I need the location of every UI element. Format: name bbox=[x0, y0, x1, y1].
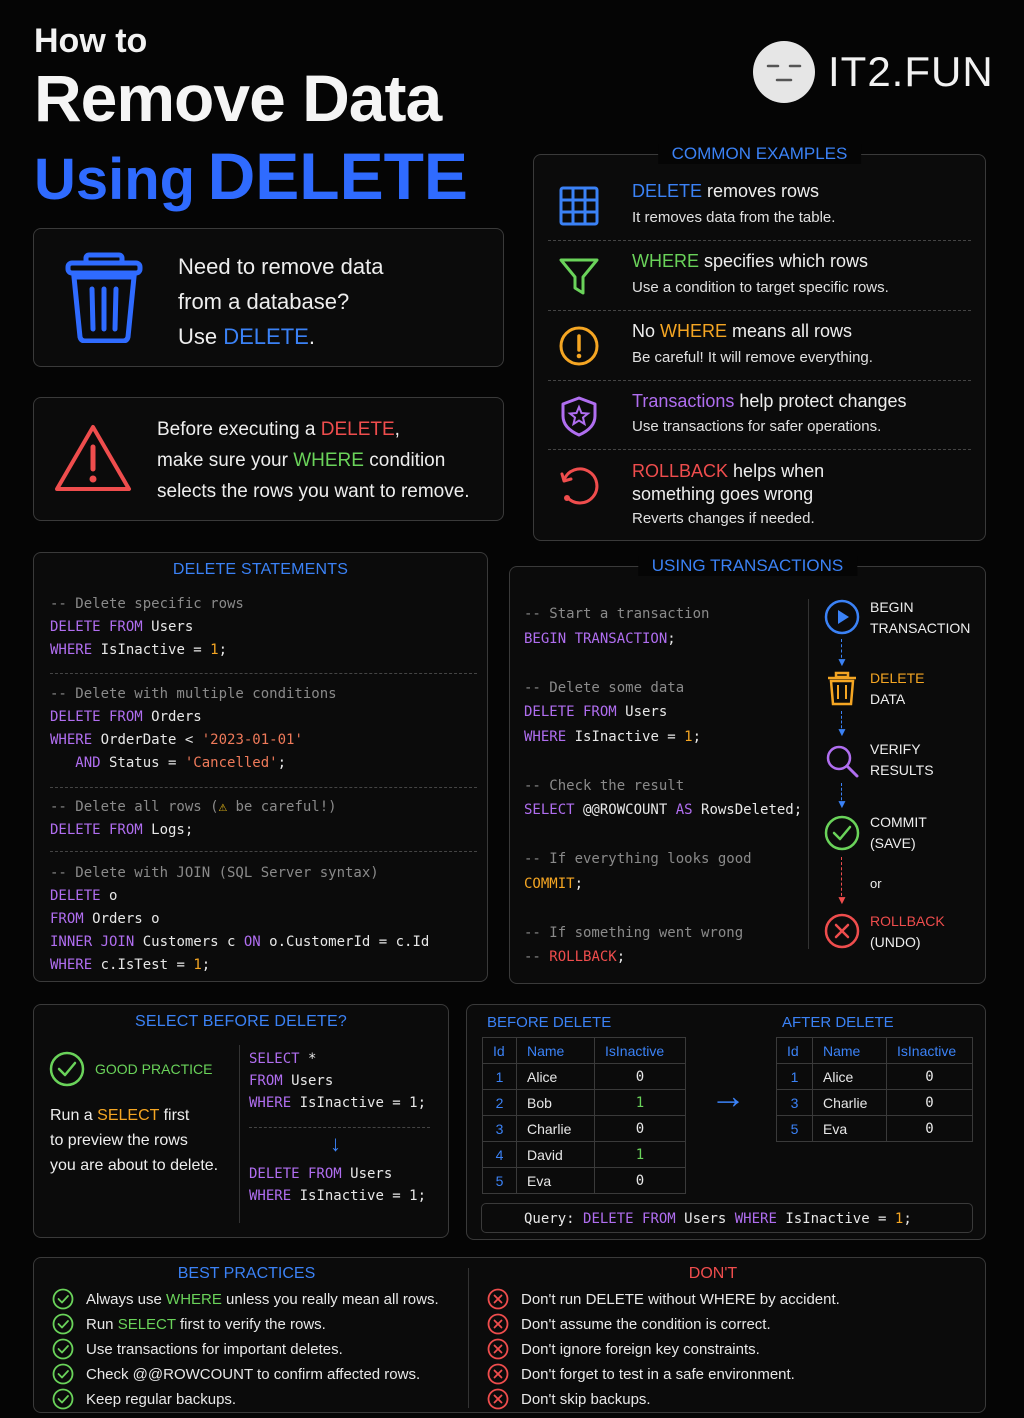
intro-text bbox=[178, 249, 383, 354]
t: DELETE FROM bbox=[583, 1211, 676, 1227]
brand bbox=[752, 38, 992, 104]
example-rollback bbox=[548, 451, 971, 533]
comment: -- bbox=[524, 949, 550, 965]
warning-text bbox=[157, 414, 470, 507]
query-text bbox=[524, 1208, 912, 1231]
kw: WHERE bbox=[660, 321, 728, 341]
cell-name: Charlie bbox=[813, 1090, 887, 1116]
rest: helps when bbox=[728, 461, 825, 481]
arrow-down-icon: ▼ bbox=[836, 893, 848, 907]
code-block-3 bbox=[50, 796, 337, 842]
txt: Users bbox=[142, 619, 194, 635]
kw: WHERE bbox=[249, 1188, 292, 1204]
table-row bbox=[777, 1064, 973, 1090]
t3: you are about to delete. bbox=[50, 1157, 219, 1174]
num: 1 bbox=[684, 728, 693, 745]
grid-icon bbox=[558, 185, 600, 227]
t: IsInactive = bbox=[776, 1211, 895, 1227]
trash-icon bbox=[825, 671, 859, 707]
flow-verify bbox=[870, 739, 934, 781]
flow-or: or bbox=[870, 876, 882, 891]
arrow-right-icon: → bbox=[710, 1075, 746, 1116]
table-row bbox=[483, 1168, 686, 1194]
best-practice-item bbox=[52, 1363, 420, 1385]
kw: Transactions bbox=[632, 391, 735, 411]
cell-name: Bob bbox=[517, 1090, 595, 1116]
example-rollback-title bbox=[632, 461, 824, 482]
example-delete bbox=[548, 171, 971, 239]
comment: be careful!) bbox=[227, 799, 337, 815]
table-row bbox=[483, 1142, 686, 1168]
warning-triangle-icon bbox=[54, 423, 132, 493]
arrow-down-icon: ▼ bbox=[836, 797, 848, 811]
l: (SAVE) bbox=[870, 835, 916, 851]
str: '2023-01-01' bbox=[201, 732, 303, 748]
check-circle-icon bbox=[49, 1051, 85, 1087]
col-id: Id bbox=[483, 1038, 517, 1064]
best-practice-text: Use transactions for important deletes. bbox=[86, 1340, 343, 1358]
rest: specifies which rows bbox=[699, 251, 869, 271]
cell-isinactive: 0 bbox=[595, 1064, 686, 1090]
divider bbox=[249, 1127, 430, 1128]
example-transactions-title bbox=[632, 391, 907, 412]
dont-item bbox=[487, 1288, 840, 1310]
comment: -- Delete all rows ( bbox=[50, 799, 219, 815]
x-circle-icon bbox=[487, 1363, 509, 1385]
x-circle-icon bbox=[487, 1338, 509, 1360]
comment: -- Check the result bbox=[524, 777, 685, 794]
intro-card bbox=[33, 228, 504, 367]
select-first-text bbox=[50, 1103, 218, 1178]
best-practice-item bbox=[52, 1288, 439, 1310]
t2: to preview the rows bbox=[50, 1132, 188, 1149]
l: TRANSACTION bbox=[870, 620, 971, 636]
arrow-down-icon: ▼ bbox=[836, 725, 848, 739]
table-row bbox=[483, 1064, 686, 1090]
play-circle-icon bbox=[824, 599, 860, 635]
cell-id: 1 bbox=[483, 1064, 517, 1090]
txt: c.IsTest = bbox=[92, 957, 194, 973]
comment: -- Delete with JOIN (SQL Server syntax) bbox=[50, 865, 379, 881]
kw: DELETE bbox=[50, 888, 101, 904]
select-before-delete-title: SELECT BEFORE DELETE? bbox=[135, 1013, 347, 1030]
cell-name: David bbox=[517, 1142, 595, 1168]
w2a: make sure your bbox=[157, 450, 288, 471]
txt: Orders bbox=[142, 709, 202, 725]
cell-isinactive: 0 bbox=[595, 1168, 686, 1194]
l: COMMIT bbox=[870, 814, 927, 830]
intro-period: . bbox=[308, 324, 315, 349]
after-delete-title: AFTER DELETE bbox=[782, 1014, 894, 1031]
check-circle-icon bbox=[52, 1388, 74, 1410]
txt: IsInactive = 1; bbox=[291, 1095, 427, 1111]
dont-text: Don't assume the condition is correct. bbox=[521, 1315, 771, 1333]
code-block-2 bbox=[50, 683, 337, 775]
before-table bbox=[482, 1037, 686, 1194]
best-practice-item bbox=[52, 1313, 326, 1335]
common-examples-title: COMMON EXAMPLES bbox=[658, 144, 862, 164]
txt: o.CustomerId = c.Id bbox=[260, 934, 430, 950]
col-name: Name bbox=[517, 1038, 595, 1064]
cell-name: Alice bbox=[517, 1064, 595, 1090]
comment: -- Delete with multiple conditions bbox=[50, 686, 337, 702]
table-row bbox=[777, 1116, 973, 1142]
example-no-where bbox=[548, 311, 971, 379]
delete-statements-title: DELETE STATEMENTS bbox=[172, 561, 349, 578]
txt: @@ROWCOUNT bbox=[574, 802, 676, 818]
col-isinactive: IsInactive bbox=[887, 1038, 973, 1064]
pre: No bbox=[632, 321, 661, 341]
kw: ROLLBACK bbox=[549, 949, 617, 965]
rest: help protect changes bbox=[734, 391, 907, 411]
table-row bbox=[483, 1116, 686, 1142]
dont-text: Don't forget to test in a safe environment. bbox=[521, 1365, 795, 1383]
cell-id: 3 bbox=[777, 1090, 813, 1116]
kw: DELETE FROM bbox=[50, 822, 143, 838]
comment: -- If something went wrong bbox=[524, 924, 744, 941]
l: DELETE bbox=[870, 670, 925, 686]
s: first bbox=[163, 1107, 190, 1124]
txt: ; bbox=[218, 642, 228, 658]
best-practice-text: Run SELECT first to verify the rows. bbox=[86, 1315, 326, 1333]
txt: IsInactive = 1; bbox=[291, 1188, 427, 1204]
txt: ; bbox=[201, 957, 211, 973]
cell-id: 5 bbox=[777, 1116, 813, 1142]
kw: INNER JOIN bbox=[50, 934, 135, 950]
best-practice-text: Check @@ROWCOUNT to confirm affected rows. bbox=[86, 1365, 421, 1383]
t: 1 bbox=[894, 1211, 904, 1227]
kw: AND bbox=[50, 755, 101, 771]
kw: ON bbox=[243, 934, 261, 950]
comment: -- Delete specific rows bbox=[50, 596, 244, 612]
arrow-down-icon: ↓ bbox=[330, 1131, 341, 1156]
txt: ; bbox=[277, 755, 287, 771]
flow-commit bbox=[870, 812, 927, 854]
warning-line3: selects the rows you want to remove. bbox=[157, 481, 470, 502]
l: BEGIN bbox=[870, 599, 914, 615]
check-circle-icon bbox=[52, 1363, 74, 1385]
example-no-where-desc: Be careful! It will remove everything. bbox=[632, 349, 873, 366]
delete-statements-card bbox=[33, 552, 488, 982]
example-delete-desc: It removes data from the table. bbox=[632, 209, 836, 226]
rollback-icon bbox=[558, 465, 600, 507]
kw: WHERE bbox=[50, 642, 93, 658]
txt: OrderDate < bbox=[92, 732, 202, 748]
x-circle-icon bbox=[487, 1288, 509, 1310]
txt: Logs; bbox=[142, 822, 194, 838]
table-header-row bbox=[777, 1038, 973, 1064]
code-block-1 bbox=[50, 593, 244, 662]
warning-card bbox=[33, 397, 504, 521]
s: Run a bbox=[50, 1107, 93, 1124]
example-where-desc: Use a condition to target specific rows. bbox=[632, 279, 889, 296]
good-practice-badge: GOOD PRACTICE bbox=[95, 1061, 213, 1077]
intro-line1: Need to remove data bbox=[178, 254, 384, 279]
dont-item bbox=[487, 1313, 771, 1335]
divider bbox=[50, 851, 477, 852]
txt: ; bbox=[692, 728, 702, 745]
divider bbox=[50, 787, 477, 788]
transactions-code bbox=[524, 602, 802, 970]
l: RESULTS bbox=[870, 762, 934, 778]
w1a: Before executing a bbox=[157, 419, 316, 440]
shield-star-icon bbox=[558, 395, 600, 437]
rest: removes rows bbox=[702, 181, 820, 201]
intro-delete-kw: DELETE bbox=[223, 324, 309, 349]
title-using: Using bbox=[34, 147, 196, 212]
divider bbox=[548, 449, 971, 450]
rest: means all rows bbox=[727, 321, 853, 341]
comment: -- If everything looks good bbox=[524, 851, 752, 867]
dont-text: Don't ignore foreign key constraints. bbox=[521, 1340, 760, 1358]
kw: DELETE FROM bbox=[249, 1166, 342, 1182]
example-where-title bbox=[632, 251, 868, 272]
cell-isinactive: 0 bbox=[887, 1116, 973, 1142]
title-line1: How to bbox=[34, 22, 148, 60]
kw: WHERE bbox=[50, 732, 93, 748]
select-before-delete-card bbox=[33, 1004, 449, 1238]
cell-id: 5 bbox=[483, 1168, 517, 1194]
filter-icon bbox=[558, 255, 600, 297]
warning-line2 bbox=[157, 445, 470, 476]
table-row bbox=[777, 1090, 973, 1116]
divider bbox=[468, 1268, 469, 1408]
txt: Status = bbox=[100, 755, 185, 771]
check-circle-icon bbox=[824, 815, 860, 851]
table-header-row bbox=[483, 1038, 686, 1064]
txt: Customers c bbox=[134, 934, 244, 950]
kw: DELETE FROM bbox=[524, 704, 617, 720]
l: VERIFY bbox=[870, 741, 921, 757]
kw: SELECT bbox=[249, 1051, 300, 1067]
best-practice-text: Keep regular backups. bbox=[86, 1390, 237, 1408]
divider bbox=[239, 1045, 240, 1223]
x-circle-icon bbox=[824, 913, 860, 949]
w2c: condition bbox=[369, 450, 446, 471]
cell-isinactive: 1 bbox=[595, 1090, 686, 1116]
cell-id: 4 bbox=[483, 1142, 517, 1168]
txt: IsInactive = bbox=[92, 642, 211, 658]
flow-divider bbox=[808, 599, 809, 949]
dont-text: Don't skip backups. bbox=[521, 1390, 651, 1408]
best-practice-text: Always use WHERE unless you really mean all rows. bbox=[86, 1290, 439, 1308]
transactions-title: USING TRANSACTIONS bbox=[638, 556, 857, 576]
example-where bbox=[548, 241, 971, 309]
dont-title: DON'T bbox=[688, 1265, 738, 1282]
dont-text: Don't run DELETE without WHERE by accident. bbox=[521, 1290, 840, 1308]
example-rollback-desc: Reverts changes if needed. bbox=[632, 510, 815, 527]
transactions-card bbox=[509, 556, 986, 984]
t: ; bbox=[903, 1211, 912, 1227]
w2b: WHERE bbox=[293, 450, 364, 471]
col-name: Name bbox=[813, 1038, 887, 1064]
txt: Users bbox=[341, 1166, 393, 1182]
divider bbox=[50, 673, 477, 674]
kw: WHERE bbox=[632, 251, 699, 271]
example-transactions bbox=[548, 381, 971, 449]
intro-line2: from a database? bbox=[178, 289, 350, 314]
example-transactions-desc: Use transactions for safer operations. bbox=[632, 418, 882, 435]
check-circle-icon bbox=[52, 1288, 74, 1310]
kw: DELETE FROM bbox=[50, 709, 143, 725]
warning-emoji-icon: ⚠ bbox=[218, 799, 228, 815]
brand-name: IT2.FUN bbox=[828, 48, 994, 95]
example-rollback-title2: something goes wrong bbox=[632, 484, 814, 504]
table-row bbox=[483, 1090, 686, 1116]
best-practice-item bbox=[52, 1388, 236, 1410]
cell-id: 2 bbox=[483, 1090, 517, 1116]
flow-delete bbox=[870, 668, 924, 710]
kw: WHERE bbox=[249, 1095, 292, 1111]
kw: COMMIT bbox=[524, 875, 575, 892]
s: SELECT bbox=[97, 1107, 160, 1124]
txt: IsInactive = bbox=[566, 728, 685, 745]
txt: ; bbox=[574, 875, 584, 892]
kw: WHERE bbox=[524, 728, 567, 745]
num: 1 bbox=[210, 642, 219, 658]
title-line3 bbox=[34, 138, 468, 214]
kw: ROLLBACK bbox=[632, 461, 729, 481]
trash-can-icon bbox=[64, 251, 144, 343]
w1c: , bbox=[394, 419, 400, 440]
exclamation-circle-icon bbox=[558, 325, 600, 367]
x-circle-icon bbox=[487, 1388, 509, 1410]
arrow-down-icon: ▼ bbox=[836, 655, 848, 669]
txt: o bbox=[100, 888, 118, 904]
cell-name: Alice bbox=[813, 1064, 887, 1090]
intro-line3 bbox=[178, 319, 383, 354]
dont-item bbox=[487, 1363, 795, 1385]
before-after-card bbox=[466, 1004, 986, 1240]
kw: DELETE FROM bbox=[50, 619, 143, 635]
check-circle-icon bbox=[52, 1338, 74, 1360]
title-delete: DELETE bbox=[207, 139, 468, 213]
w1b: DELETE bbox=[320, 419, 395, 440]
code-block-4 bbox=[50, 862, 429, 977]
cell-id: 3 bbox=[483, 1116, 517, 1142]
kw: WHERE bbox=[50, 957, 93, 973]
col-id: Id bbox=[777, 1038, 813, 1064]
best-practices-title: BEST PRACTICES bbox=[177, 1265, 316, 1282]
select-code bbox=[249, 1048, 426, 1114]
dont-item bbox=[487, 1338, 760, 1360]
l: (UNDO) bbox=[870, 934, 921, 950]
t: WHERE bbox=[734, 1211, 777, 1227]
common-examples-card bbox=[533, 144, 986, 541]
t1 bbox=[50, 1103, 218, 1128]
cell-name: Eva bbox=[813, 1116, 887, 1142]
t: Query: bbox=[524, 1211, 584, 1227]
after-table bbox=[776, 1037, 973, 1142]
l: ROLLBACK bbox=[870, 913, 945, 929]
cell-id: 1 bbox=[777, 1064, 813, 1090]
kw: DELETE bbox=[632, 181, 703, 201]
comment: -- Delete some data bbox=[524, 679, 685, 696]
example-no-where-title bbox=[632, 321, 852, 342]
cell-isinactive: 1 bbox=[595, 1142, 686, 1168]
txt: Orders o bbox=[83, 911, 160, 927]
cell-name: Charlie bbox=[517, 1116, 595, 1142]
magnifier-icon bbox=[824, 743, 860, 779]
delete-code bbox=[249, 1163, 426, 1207]
num: 1 bbox=[193, 957, 202, 973]
col-isinactive: IsInactive bbox=[595, 1038, 686, 1064]
comment: -- Start a transaction bbox=[524, 606, 710, 622]
t: Users bbox=[675, 1211, 735, 1227]
kw: FROM bbox=[50, 911, 84, 927]
best-practices-card bbox=[33, 1257, 986, 1413]
l: DATA bbox=[870, 691, 906, 707]
cell-isinactive: 0 bbox=[595, 1116, 686, 1142]
kw: BEGIN TRANSACTION bbox=[524, 630, 668, 647]
txt: ; bbox=[616, 949, 626, 965]
check-circle-icon bbox=[52, 1313, 74, 1335]
query-bar bbox=[481, 1203, 973, 1233]
cell-isinactive: 0 bbox=[887, 1090, 973, 1116]
dont-item bbox=[487, 1388, 651, 1410]
txt: ; bbox=[667, 630, 676, 647]
intro-use: Use bbox=[178, 324, 218, 349]
flow-begin bbox=[870, 597, 970, 639]
txt: Users bbox=[282, 1073, 334, 1089]
flow-rollback bbox=[870, 911, 945, 953]
brand-face-icon bbox=[752, 40, 816, 104]
str: 'Cancelled' bbox=[184, 755, 278, 771]
cell-isinactive: 0 bbox=[887, 1064, 973, 1090]
best-practice-item bbox=[52, 1338, 343, 1360]
kw: AS bbox=[675, 802, 693, 818]
header bbox=[34, 20, 514, 213]
txt: * bbox=[299, 1051, 317, 1067]
kw: SELECT bbox=[524, 802, 575, 818]
kw: FROM bbox=[249, 1073, 283, 1089]
txt: RowsDeleted; bbox=[692, 802, 803, 818]
warning-line1 bbox=[157, 414, 470, 445]
title-line2: Remove Data bbox=[34, 61, 442, 135]
before-delete-title: BEFORE DELETE bbox=[487, 1014, 612, 1031]
txt: Users bbox=[616, 704, 668, 720]
x-circle-icon bbox=[487, 1313, 509, 1335]
example-delete-title bbox=[632, 181, 819, 202]
cell-name: Eva bbox=[517, 1168, 595, 1194]
